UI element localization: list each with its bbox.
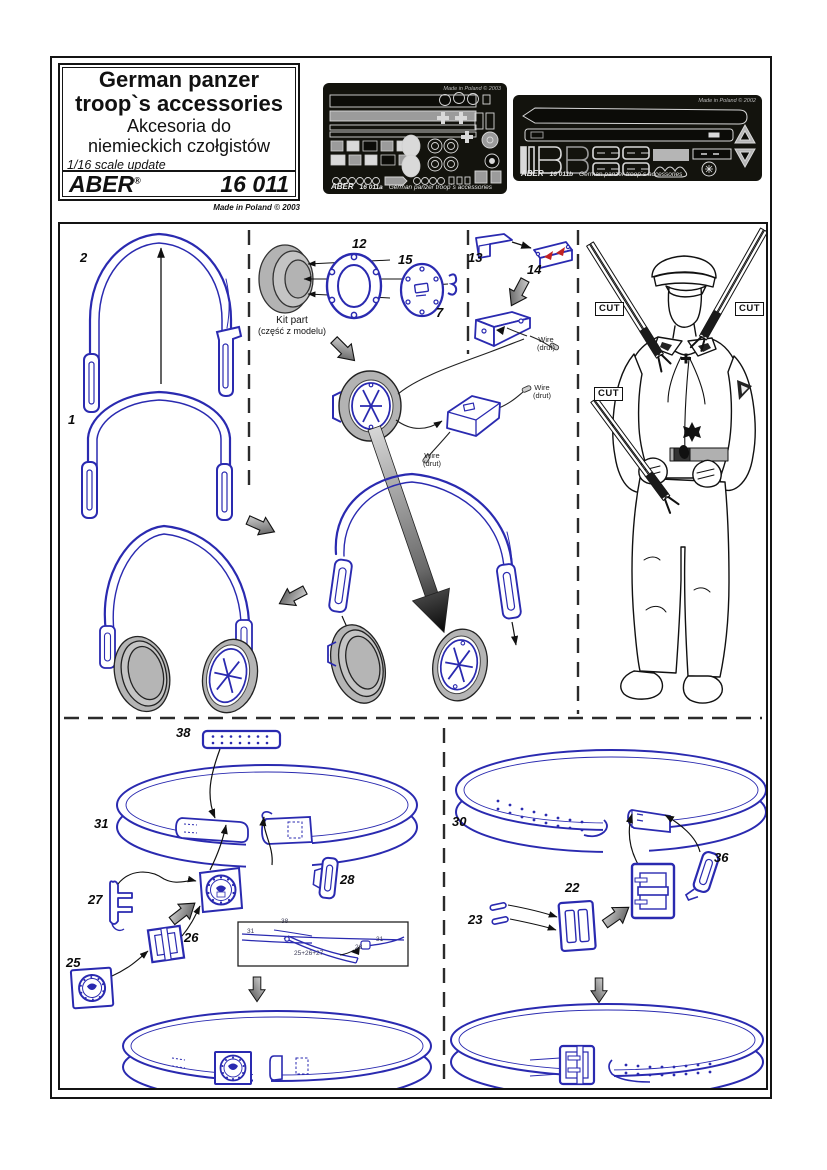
inset-label-31-left: 31 <box>247 928 255 935</box>
gray-arrow-buckle-right <box>600 900 635 932</box>
earcup-assembled <box>333 371 401 441</box>
part-label-23: 23 <box>468 912 483 927</box>
inset-label-31-right: 31 <box>376 936 384 943</box>
left-shoe <box>621 671 663 699</box>
part-label-38: 38 <box>176 725 191 740</box>
part-label-2: 2 <box>80 250 88 265</box>
belt-30-finished <box>451 1004 763 1088</box>
belt-part-30 <box>456 750 766 856</box>
wire-label-1: Wire (drut) <box>537 335 555 352</box>
title-line2: troop`s accessories <box>75 91 283 116</box>
assembly-diagram-box <box>58 222 768 1090</box>
gray-arrow-down-right <box>591 978 607 1003</box>
part-label-28: 28 <box>340 872 355 887</box>
part-label-26: 26 <box>184 930 199 945</box>
product-code: 16 011 <box>220 170 289 197</box>
title-box <box>58 63 300 201</box>
gray-arrow-to-bracket-assembly <box>503 276 533 311</box>
bracket-assembled <box>475 312 530 346</box>
scale-note: 1/16 scale update <box>67 158 166 172</box>
part-label-27: 27 <box>88 892 103 907</box>
inset-label-28: 28 <box>355 944 363 951</box>
buckle-assembled-22-23 <box>632 864 674 918</box>
gray-arrow-buckle-left <box>166 896 201 929</box>
subtitle-line2: niemieckich czołgistów <box>87 136 271 156</box>
cut-label-2: CUT <box>735 302 764 316</box>
holes-strip-part-38 <box>203 731 280 748</box>
wire-label-2: Wire (drut) <box>533 383 551 400</box>
cut-label-1: CUT <box>595 302 624 316</box>
gray-arrow-down-left <box>249 977 265 1002</box>
inset-label-38: 38 <box>281 918 289 925</box>
belt-part-31 <box>117 765 417 872</box>
plate-part-25 <box>71 968 114 1009</box>
clip-part-7 <box>448 274 456 294</box>
part-label-15: 15 <box>398 252 413 267</box>
fret-a-caption: ABER 16 011a German panzer troop`s accessories <box>331 182 493 191</box>
part-label-13: 13 <box>468 250 483 265</box>
headband-part-2 <box>84 234 241 412</box>
part-label-14: 14 <box>527 262 542 277</box>
fret-photo-16011b <box>513 95 762 181</box>
title-line1: German panzer <box>98 67 260 92</box>
part-label-30: 30 <box>452 814 467 829</box>
wire-label-3: Wire (drut) <box>423 451 441 468</box>
throat-mic-box <box>447 396 500 436</box>
fret-a-parts <box>323 83 507 194</box>
brand-row <box>62 171 296 197</box>
part-label-12: 12 <box>352 236 367 251</box>
buckle-assembled-25-26-27 <box>200 868 242 912</box>
registered-mark: ® <box>134 174 141 185</box>
right-shoe <box>683 676 722 703</box>
gray-arrow-headphones-1 <box>244 511 278 540</box>
title-block <box>62 67 296 171</box>
made-in-note: Made in Poland © 2003 <box>213 203 300 212</box>
subtitle-line1: Akcesoria do <box>126 116 232 136</box>
part-label-1: 1 <box>68 412 76 427</box>
headphones-exploded-assembly <box>322 474 522 710</box>
gray-arrow-to-earcup-assembly <box>327 333 361 367</box>
part-label-36: 36 <box>714 850 729 865</box>
fret-b-caption: ABER 16 011b German panzer troop`s accessories <box>521 169 683 178</box>
part-label-22: 22 <box>565 880 580 895</box>
assembly-diagram <box>60 224 766 1088</box>
kit-part-label: Kit part (część z modelu) <box>257 315 327 336</box>
cut-label-3: CUT <box>594 387 623 401</box>
prong-part-27 <box>110 881 132 930</box>
frame-part-26 <box>148 926 184 962</box>
headphones-finished <box>100 526 264 718</box>
ring-part-12 <box>327 254 381 318</box>
gray-arrow-headphones-2 <box>275 582 310 612</box>
belt-31-finished <box>123 1011 431 1088</box>
fret-photo-16011a <box>323 83 507 194</box>
inset-label-25-26-27: 25+26+27 <box>294 950 324 957</box>
part-label-7: 7 <box>436 305 444 320</box>
frame-part-22 <box>559 901 596 951</box>
prongs-part-23 <box>490 902 557 930</box>
cross-section-inset <box>238 922 408 966</box>
headband-part-1 <box>82 392 232 520</box>
part-label-31: 31 <box>94 816 109 831</box>
soldier-figure <box>584 227 766 703</box>
fret-b-made-in: Made in Poland © 2002 <box>698 98 756 104</box>
arrow-13-to-14 <box>512 242 531 248</box>
part-label-25: 25 <box>66 955 81 970</box>
brand-name: ABER® <box>69 170 141 197</box>
fret-a-made-in: Made in Poland © 2003 <box>443 86 501 92</box>
